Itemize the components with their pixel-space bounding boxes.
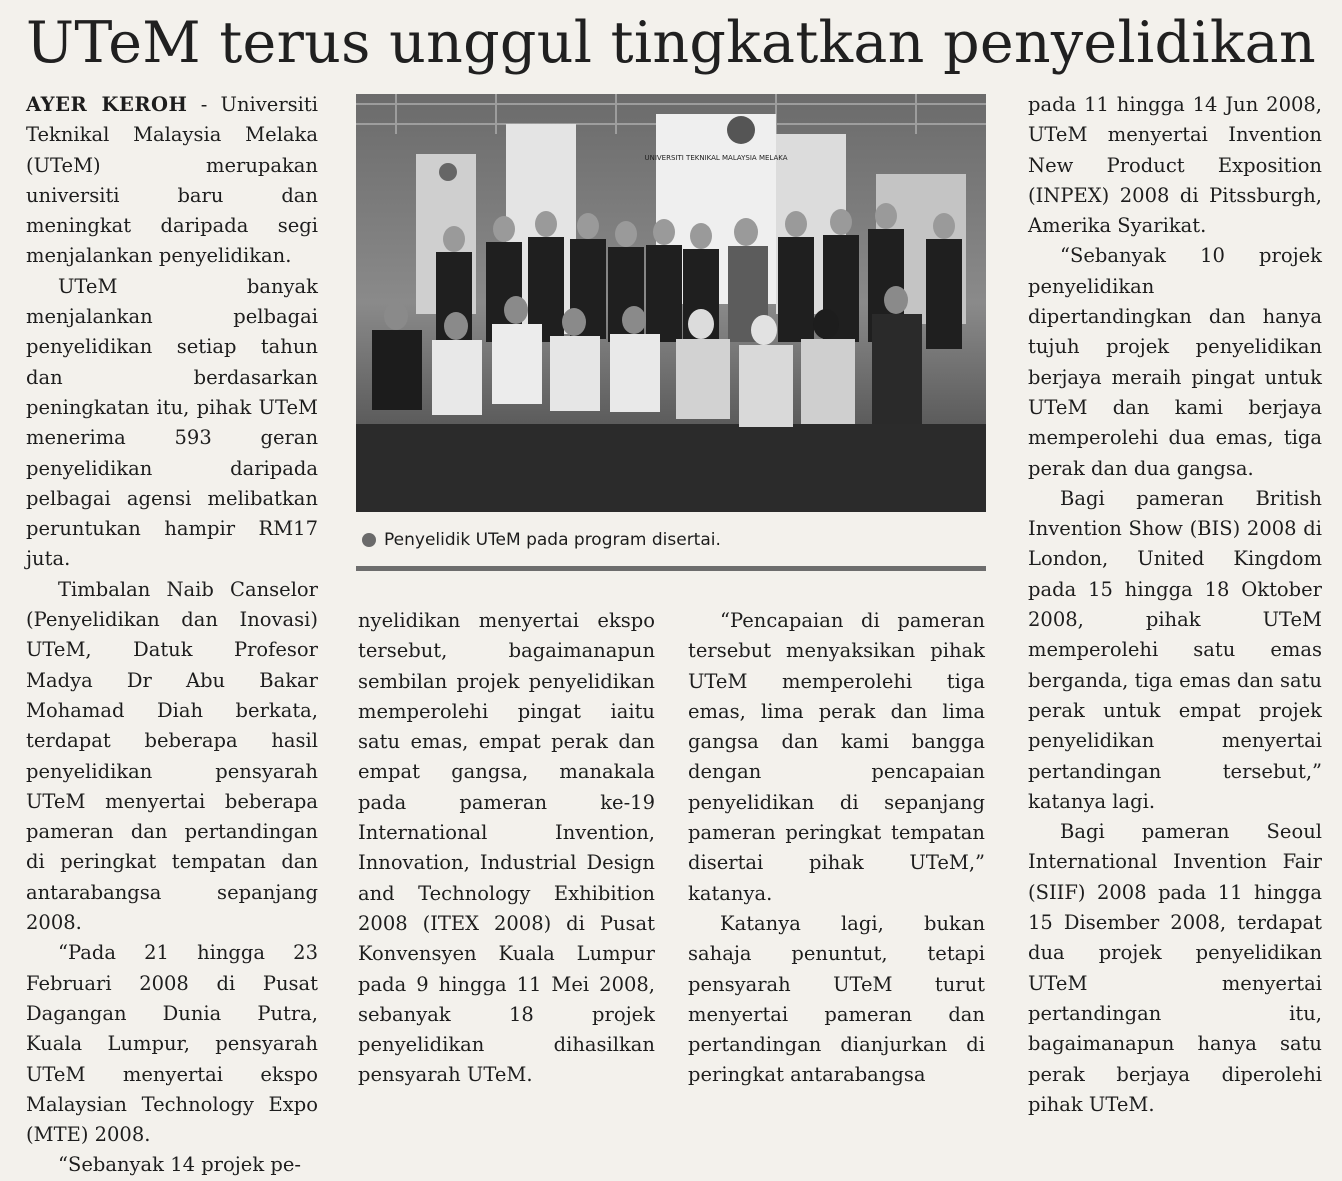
dateline: AYER KEROH	[26, 93, 188, 116]
paragraph: “Pada 21 hingga 23 Februari 2008 di Pusat Dagangan Dunia Putra, Kuala Lumpur, pensyarah UTeM menyertai ekspo Malaysian Technology Expo (MTE) 2008.	[26, 941, 318, 1147]
caption-divider	[356, 566, 986, 571]
paragraph	[26, 90, 318, 272]
paragraph: Timbalan Naib Canselor (Penyelidikan dan Inovasi) UTeM, Datuk Profesor Madya Dr Abu Bakar Mohamad Diah berkata, terdapat beberapa hasil penyelidikan pensyarah UTeM menyertai beberapa pameran dan pertandingan di peringkat tempatan dan antarabangsa sepanjang 2008.	[26, 577, 318, 935]
caption-bullet-icon	[362, 533, 376, 547]
paragraph: nyelidikan menyertai ekspo tersebut, bagaimanapun sembilan projek penyelidikan memperolehi pingat iaitu satu emas, empat perak dan empat gangsa, manakala pada pameran ke-19 International Invention, Innovation, Industrial Design and Technology Exhibition 2008 (ITEX 2008) di Pusat Konvensyen Kuala Lumpur pada 9 hingga 11 Mei 2008, sebanyak 18 projek penyelidikan dihasilkan pensyarah UTeM.	[358, 609, 655, 1087]
article-column-2	[358, 606, 655, 1091]
caption-text: Penyelidik UTeM pada program disertai.	[384, 530, 721, 550]
article-column-3	[688, 606, 985, 1091]
news-photo	[356, 94, 986, 512]
paragraph: “Sebanyak 10 projek penyelidikan dipertandingkan dan hanya tujuh projek penyelidikan berjaya meraih pingat untuk UTeM dan kami berjaya memperolehi dua emas, tiga perak dan dua gangsa.	[1028, 244, 1322, 480]
paragraph: Katanya lagi, bukan sahaja penuntut, tetapi pensyarah UTeM turut menyertai pameran dan pertandingan dianjurkan di peringkat antarabangsa	[688, 911, 985, 1087]
paragraph: Bagi pameran Seoul International Invention Fair (SIIF) 2008 pada 11 hingga 15 Disember 2008, terdapat dua projek penyelidikan UTeM menyertai pertandingan itu, bagaimanapun hanya satu perak berjaya diperolehi pihak UTeM.	[1028, 820, 1322, 1116]
paragraph: UTeM banyak menjalankan pelbagai penyelidikan setiap tahun dan berdasarkan peningkatan itu, pihak UTeM menerima 593 geran penyelidikan daripada pelbagai agensi melibatkan peruntukan hampir RM17 juta.	[26, 274, 318, 571]
article-column-1	[26, 90, 318, 1181]
paragraph: “Sebanyak 14 projek pe-	[58, 1153, 301, 1177]
article-column-4	[1028, 90, 1322, 1120]
booth-sign-text: UNIVERSITI TEKNIKAL MALAYSIA MELAKA	[644, 154, 788, 162]
headline: UTeM terus unggul tingkatkan penyelidikan	[26, 10, 1316, 76]
paragraph-text: - Universiti Teknikal Malaysia Melaka (UTeM) merupakan universiti baru dan meningkat daripada segi menjalankan penyelidikan.	[26, 93, 318, 268]
photo-caption	[362, 530, 982, 550]
paragraph: “Pencapaian di pameran tersebut menyaksikan pihak UTeM memperolehi tiga emas, lima perak dan lima gangsa dan kami bangga dengan pencapaian penyelidikan di sepanjang pameran peringkat tempatan disertai pihak UTeM,” katanya.	[688, 609, 985, 905]
paragraph: Bagi pameran British Invention Show (BIS) 2008 di London, United Kingdom pada 15 hingga 18 Oktober 2008, pihak UTeM memperolehi satu emas berganda, tiga emas dan satu perak untuk empat projek penyelidikan menyertai pertandingan tersebut,” katanya lagi.	[1028, 486, 1322, 813]
paragraph: pada 11 hingga 14 Jun 2008, UTeM menyertai Invention New Product Exposition (INPEX) 2008 di Pitssburgh, Amerika Syarikat.	[1028, 93, 1322, 238]
group-photo-image	[356, 94, 986, 512]
